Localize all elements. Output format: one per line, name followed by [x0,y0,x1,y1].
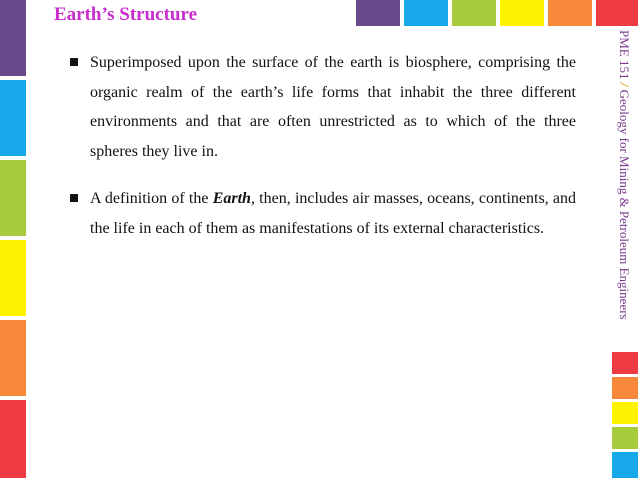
slide-content [68,48,576,243]
left-strip-purple [0,0,26,76]
left-strip-yellow [0,240,26,316]
left-strip-blue [0,80,26,156]
top-block-green [452,0,496,26]
course-side-label [612,30,638,346]
right-strip-red [612,352,638,374]
top-block-red [596,0,638,26]
right-strip-orange [612,377,638,399]
square-bullet-icon [70,58,78,66]
right-strip-blue [612,452,638,478]
right-color-strip [612,352,638,478]
left-strip-red [0,400,26,478]
course-code: PME 151 [617,30,632,80]
bullet-text-before: A definition of the [90,190,213,207]
slide-title: Earth’s Structure [54,4,198,25]
course-label-separator: / [617,82,632,87]
right-strip-yellow [612,402,638,424]
bullet-emphasis-earth: Earth [212,190,251,207]
bullet-item [68,184,576,243]
course-title: Geology for Mining & Petroleum Engineers [617,89,632,320]
square-bullet-icon [70,194,78,202]
left-color-strip [0,0,26,478]
top-block-yellow [500,0,544,26]
left-strip-orange [0,320,26,396]
bullet-text-after: , then, includes air masses, oceans, continents, and the life in each of them as manifestations of its external characteristics. [90,190,577,237]
top-block-blue [404,0,448,26]
top-block-purple [356,0,400,26]
bullet-text: Superimposed upon the surface of the earth is biosphere, comprising the organic realm of the earth’s life forms that inhabit the three different environments and that are often unrestricted as to which of the three spheres they live in. [90,54,576,160]
top-block-orange [548,0,592,26]
right-strip-green [612,427,638,449]
top-color-strip [356,0,638,26]
left-strip-green [0,160,26,236]
bullet-item [68,48,576,166]
